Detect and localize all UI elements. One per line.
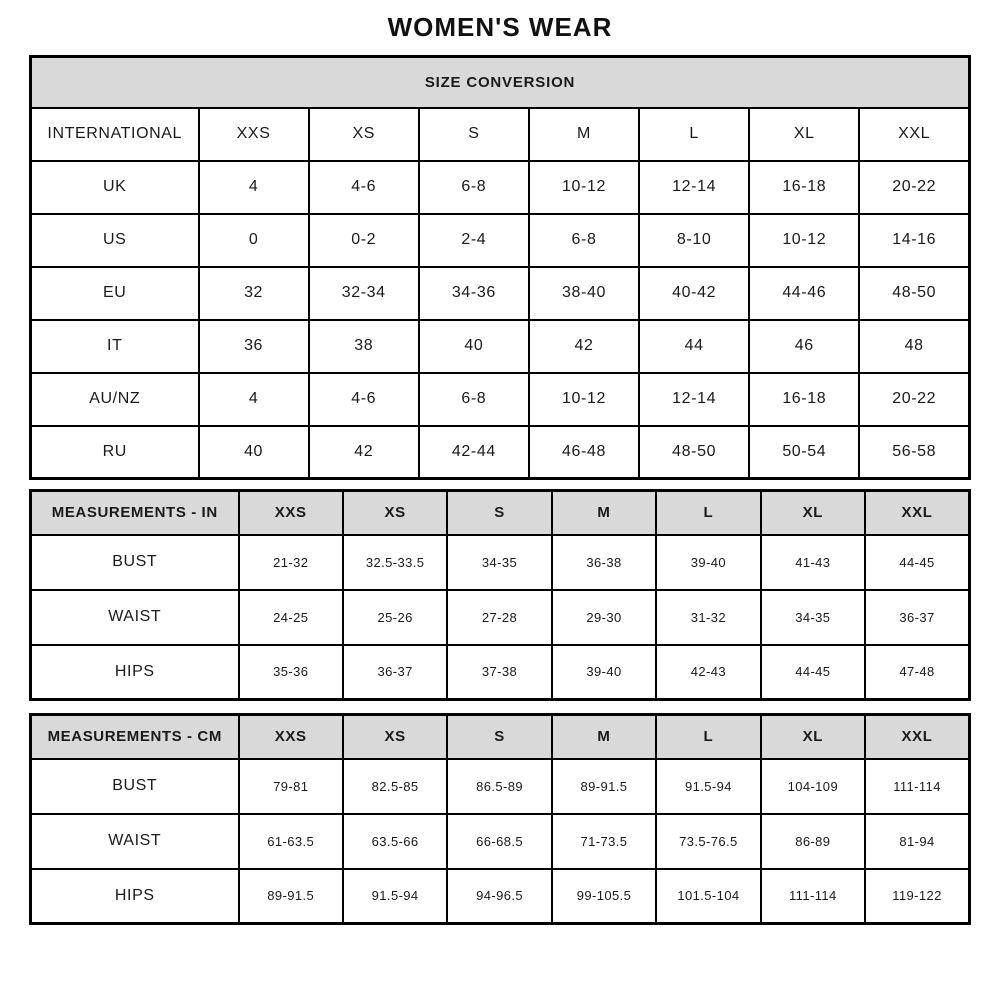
table-cell: 10-12 [749,214,859,267]
table-row-bust-in [31,535,970,590]
column-header-row [31,715,970,759]
column-header-cell: XXS [239,715,343,759]
table-cell: 4-6 [309,161,419,214]
column-header-cell: XXL [859,108,969,161]
table-cell: 44-45 [865,535,969,590]
table-cell: 27-28 [447,590,551,645]
table-cell: 10-12 [529,373,639,426]
column-header-cell: L [656,715,760,759]
table-cell: 91.5-94 [343,869,447,924]
table-cell: 16-18 [749,373,859,426]
row-label-cell: UK [31,161,199,214]
column-header-cell: L [656,491,760,535]
table-cell: 36-37 [865,590,969,645]
table-row-aunz [31,373,970,426]
table-cell: 32 [199,267,309,320]
column-header-cell: L [639,108,749,161]
table-cell: 73.5-76.5 [656,814,760,869]
column-header-cell: XXS [199,108,309,161]
row-label-cell: HIPS [31,869,239,924]
table-cell: 99-105.5 [552,869,656,924]
table-cell: 42-43 [656,645,760,700]
table-cell: 35-36 [239,645,343,700]
table-cell: 41-43 [761,535,865,590]
table-cell: 39-40 [552,645,656,700]
table-cell: 81-94 [865,814,969,869]
table-cell: 61-63.5 [239,814,343,869]
row-label-cell: IT [31,320,199,373]
table-row-hips-cm [31,869,970,924]
table-cell: 42 [529,320,639,373]
table-cell: 46-48 [529,426,639,479]
measurements-cm-table [29,713,971,925]
column-header-cell: S [447,491,551,535]
table-cell: 32-34 [309,267,419,320]
column-header-cell: XS [343,491,447,535]
table-cell: 89-91.5 [239,869,343,924]
table-cell: 47-48 [865,645,969,700]
table-cell: 4 [199,373,309,426]
table-cell: 50-54 [749,426,859,479]
column-header-cell: XL [761,491,865,535]
table-cell: 36 [199,320,309,373]
table-cell: 0-2 [309,214,419,267]
table-row-eu [31,267,970,320]
table-cell: 6-8 [419,161,529,214]
column-header-cell: XXS [239,491,343,535]
table-cell: 71-73.5 [552,814,656,869]
table-cell: 44-45 [761,645,865,700]
table-cell: 4-6 [309,373,419,426]
table-cell: 119-122 [865,869,969,924]
table-cell: 32.5-33.5 [343,535,447,590]
column-header-cell: XXL [865,491,969,535]
size-conversion-title: SIZE CONVERSION [31,57,970,108]
table-row-bust-cm [31,759,970,814]
table-cell: 25-26 [343,590,447,645]
row-label-cell: RU [31,426,199,479]
measurements-in-table [29,489,971,701]
column-header-cell: S [419,108,529,161]
table-cell: 14-16 [859,214,969,267]
row-label-cell: BUST [31,759,239,814]
column-header-cell: M [552,491,656,535]
column-header-cell: S [447,715,551,759]
table-cell: 86-89 [761,814,865,869]
table-cell: 24-25 [239,590,343,645]
table-cell: 38-40 [529,267,639,320]
table-cell: 36-38 [552,535,656,590]
table-cell: 40 [199,426,309,479]
table-cell: 36-37 [343,645,447,700]
column-header-row [31,491,970,535]
column-header-cell: XS [343,715,447,759]
row-label-cell: EU [31,267,199,320]
table-cell: 10-12 [529,161,639,214]
table-cell: 4 [199,161,309,214]
table-cell: 46 [749,320,859,373]
size-conversion-title-row [31,57,970,108]
column-header-cell: INTERNATIONAL [31,108,199,161]
row-label-cell: WAIST [31,814,239,869]
table-cell: 40-42 [639,267,749,320]
row-label-cell: BUST [31,535,239,590]
table-cell: 34-35 [447,535,551,590]
table-cell: 20-22 [859,373,969,426]
table-cell: 31-32 [656,590,760,645]
table-cell: 37-38 [447,645,551,700]
table-cell: 6-8 [529,214,639,267]
table-cell: 48-50 [639,426,749,479]
column-header-cell: XL [761,715,865,759]
table-cell: 2-4 [419,214,529,267]
table-cell: 16-18 [749,161,859,214]
column-header-row [31,108,970,161]
table-cell: 104-109 [761,759,865,814]
table-cell: 63.5-66 [343,814,447,869]
table-cell: 48-50 [859,267,969,320]
column-header-cell: M [529,108,639,161]
table-cell: 111-114 [865,759,969,814]
column-header-cell: XXL [865,715,969,759]
table-cell: 12-14 [639,161,749,214]
table-row-it [31,320,970,373]
table-cell: 44-46 [749,267,859,320]
row-label-cell: HIPS [31,645,239,700]
column-header-cell: M [552,715,656,759]
column-header-cell: XL [749,108,859,161]
row-label-cell: WAIST [31,590,239,645]
table-row-waist-in [31,590,970,645]
table-cell: 66-68.5 [447,814,551,869]
table-cell: 38 [309,320,419,373]
row-label-cell: US [31,214,199,267]
table-cell: 101.5-104 [656,869,760,924]
row-label-cell: AU/NZ [31,373,199,426]
table-cell: 29-30 [552,590,656,645]
table-row-hips-in [31,645,970,700]
table-cell: 91.5-94 [656,759,760,814]
table-cell: 86.5-89 [447,759,551,814]
table-cell: 39-40 [656,535,760,590]
table-cell: 40 [419,320,529,373]
table-cell: 56-58 [859,426,969,479]
table-cell: 0 [199,214,309,267]
table-row-uk [31,161,970,214]
table-cell: 42-44 [419,426,529,479]
table-row-waist-cm [31,814,970,869]
table-row-us [31,214,970,267]
table-cell: 48 [859,320,969,373]
table-cell: 111-114 [761,869,865,924]
table-cell: 79-81 [239,759,343,814]
table-cell: 34-36 [419,267,529,320]
table-cell: 34-35 [761,590,865,645]
table-cell: 12-14 [639,373,749,426]
page-title: WOMEN'S WEAR [387,12,613,42]
column-header-cell: XS [309,108,419,161]
table-cell: 89-91.5 [552,759,656,814]
table-cell: 42 [309,426,419,479]
column-header-cell: MEASUREMENTS - CM [31,715,239,759]
size-conversion-table [29,55,971,480]
column-header-cell: MEASUREMENTS - IN [31,491,239,535]
table-cell: 44 [639,320,749,373]
table-cell: 6-8 [419,373,529,426]
table-cell: 21-32 [239,535,343,590]
table-cell: 82.5-85 [343,759,447,814]
table-cell: 20-22 [859,161,969,214]
table-cell: 94-96.5 [447,869,551,924]
table-cell: 8-10 [639,214,749,267]
table-row-ru [31,426,970,479]
